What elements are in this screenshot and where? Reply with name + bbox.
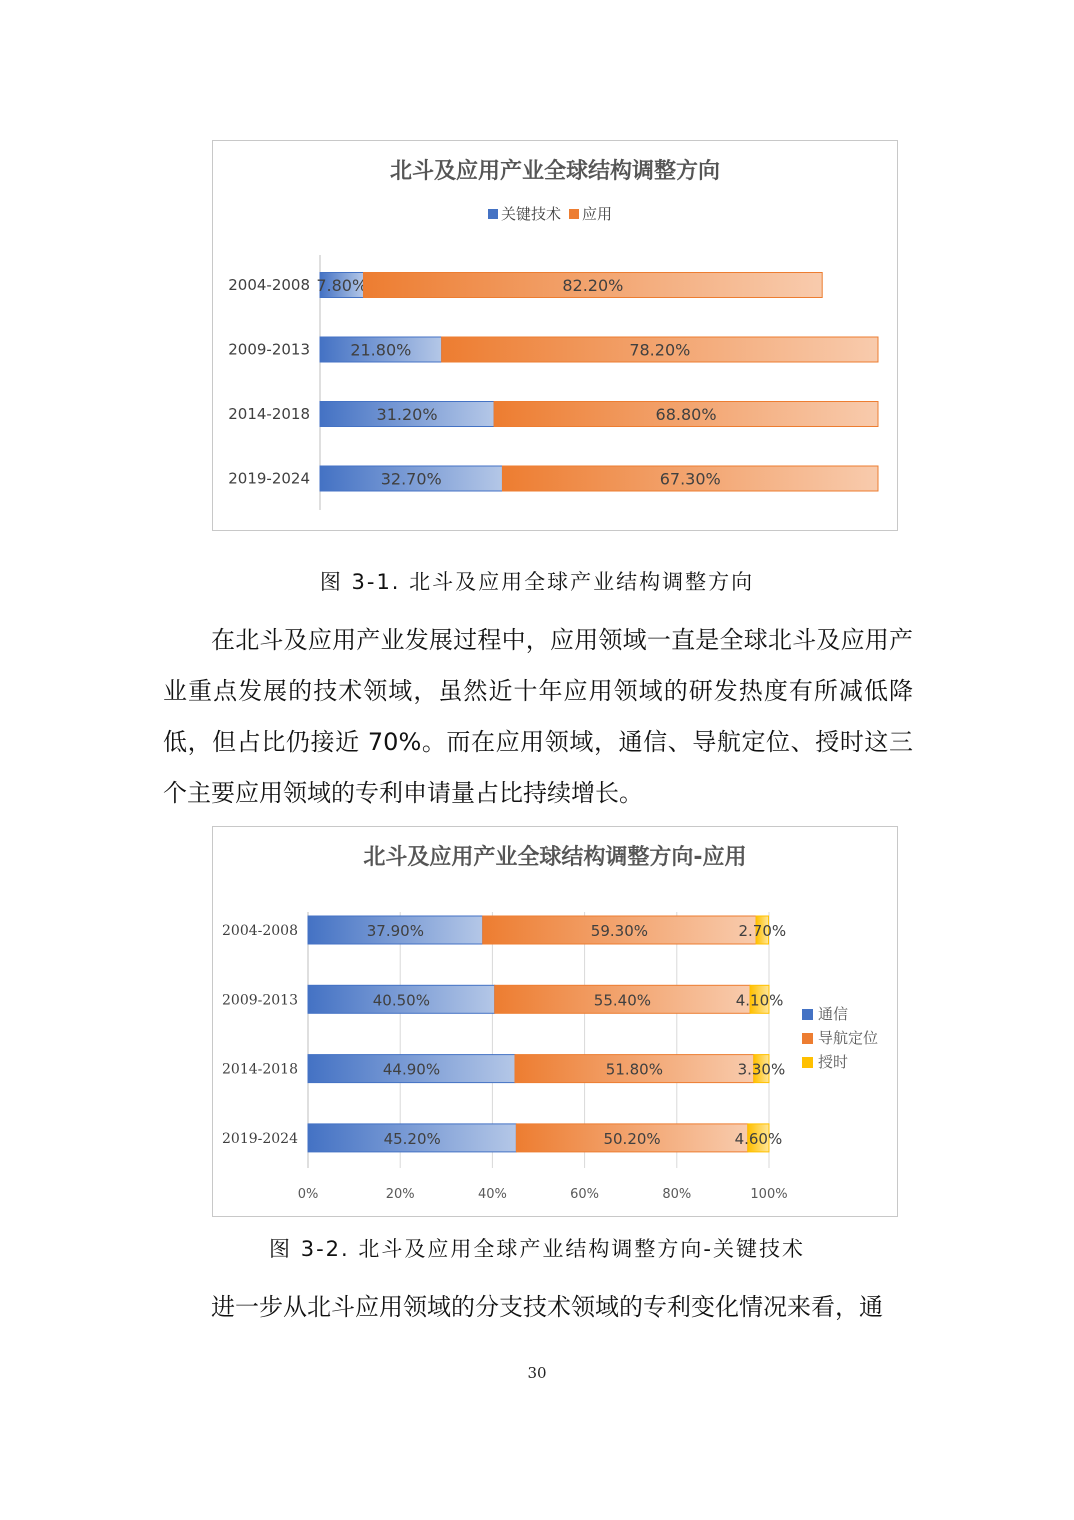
legend-swatch [802, 1009, 813, 1020]
data-label: 37.90% [367, 922, 424, 940]
chart-title: 北斗及应用产业全球结构调整方向-应用 [363, 844, 746, 870]
legend-label: 应用 [582, 205, 612, 223]
data-label: 3.30% [738, 1061, 786, 1079]
category-label: 2014-2018 [228, 405, 310, 423]
body-paragraph-1: 在北斗及应用产业发展过程中，应用领域一直是全球北斗及应用产业重点发展的技术领域，虽然近十年应用领域的研发热度有所减低降低，但占比仍接近 70%。而在应用领域，通信、导航定位、授时这三个主要应用领域的专利申请量占比持续增长。 [163, 615, 913, 819]
x-tick-label: 40% [478, 1187, 507, 1202]
data-label: 2.70% [738, 922, 786, 940]
data-label: 59.30% [591, 922, 648, 940]
data-label: 32.70% [381, 470, 442, 489]
data-label: 55.40% [594, 991, 651, 1009]
chart-title: 北斗及应用产业全球结构调整方向 [390, 158, 720, 184]
category-label: 2014-2018 [222, 1062, 298, 1078]
data-label: 21.80% [350, 341, 411, 360]
data-label: 68.80% [656, 405, 717, 424]
data-label: 82.20% [562, 276, 623, 295]
data-label: 45.20% [384, 1130, 441, 1148]
legend-label: 导航定位 [818, 1029, 878, 1047]
legend-swatch [802, 1033, 813, 1044]
data-label: 31.20% [377, 405, 438, 424]
figure-caption-1: 图 3-1. 北斗及应用全球产业结构调整方向 [0, 566, 1074, 596]
data-label: 44.90% [383, 1061, 440, 1079]
category-label: 2019-2024 [228, 470, 310, 488]
legend-swatch [802, 1057, 813, 1068]
category-label: 2004-2008 [228, 276, 310, 294]
x-tick-label: 60% [570, 1187, 599, 1202]
data-label: 51.80% [606, 1061, 663, 1079]
category-label: 2009-2013 [228, 341, 310, 359]
legend-label: 通信 [818, 1005, 848, 1023]
figure-caption-2: 图 3-2. 北斗及应用全球产业结构调整方向-关键技术 [0, 1233, 1074, 1263]
x-tick-label: 0% [298, 1187, 319, 1202]
data-label: 7.80% [316, 276, 367, 295]
data-label: 4.10% [736, 991, 784, 1009]
legend-label: 关键技术 [501, 205, 561, 223]
data-label: 50.20% [603, 1130, 660, 1148]
page-number: 30 [0, 1364, 1074, 1382]
x-tick-label: 20% [386, 1187, 415, 1202]
x-tick-label: 80% [662, 1187, 691, 1202]
legend-label: 授时 [818, 1053, 848, 1071]
category-label: 2019-2024 [222, 1131, 298, 1147]
category-label: 2004-2008 [222, 923, 298, 939]
x-tick-label: 100% [750, 1187, 787, 1202]
data-label: 67.30% [660, 470, 721, 489]
data-label: 78.20% [629, 341, 690, 360]
data-label: 4.60% [735, 1130, 783, 1148]
category-label: 2009-2013 [222, 992, 298, 1008]
body-paragraph-2: 进一步从北斗应用领域的分支技术领域的专利变化情况来看，通 [163, 1282, 913, 1333]
data-label: 40.50% [373, 991, 430, 1009]
